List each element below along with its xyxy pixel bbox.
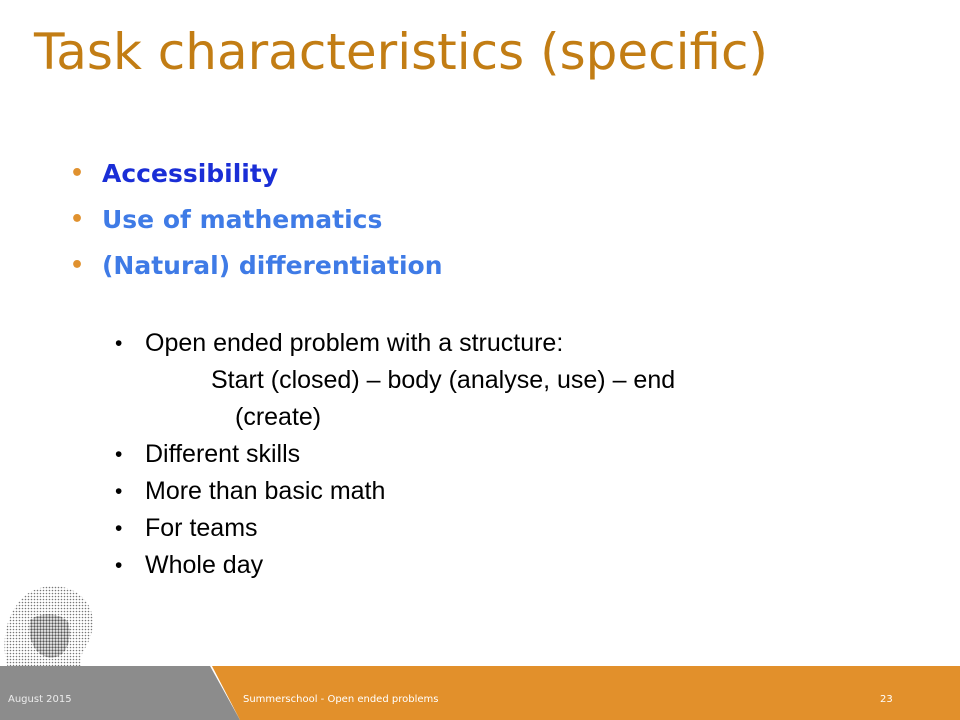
bullet-icon: • bbox=[70, 207, 85, 232]
sub-bullet-text: Open ended problem with a structure: bbox=[145, 329, 564, 357]
bullet-icon: • bbox=[115, 554, 123, 577]
bullet-icon: • bbox=[115, 480, 123, 503]
bullet-icon: • bbox=[70, 253, 85, 278]
footer-date: August 2015 bbox=[8, 694, 72, 705]
sub-bullet-text: For teams bbox=[145, 514, 258, 542]
bullet-icon: • bbox=[70, 161, 85, 186]
slide-title: Task characteristics (specific) bbox=[34, 23, 769, 81]
main-bullet-item bbox=[70, 155, 443, 201]
sub-bullet-item bbox=[113, 436, 675, 473]
sub-bullet-text: Whole day bbox=[145, 551, 264, 579]
sub-bullet-text: Different skills bbox=[145, 440, 301, 468]
main-bullet-item bbox=[70, 201, 443, 247]
bullet-icon: • bbox=[115, 332, 123, 355]
main-bullet-label: (Natural) differentiation bbox=[102, 251, 443, 280]
main-bullet-item bbox=[70, 247, 443, 293]
bullet-icon: • bbox=[115, 443, 123, 466]
bullet-icon: • bbox=[115, 517, 123, 540]
sub-bullet-item bbox=[113, 547, 675, 584]
sub-bullet-list bbox=[113, 325, 675, 584]
sub-bullet-item bbox=[113, 473, 675, 510]
page-number: 23 bbox=[880, 694, 893, 705]
main-bullet-label: Use of mathematics bbox=[102, 205, 383, 234]
sub-bullet-text: Start (closed) – body (analyse, use) – end bbox=[211, 366, 676, 394]
footer-title: Summerschool - Open ended problems bbox=[243, 694, 439, 705]
main-bullet-label: Accessibility bbox=[102, 159, 279, 188]
sub-bullet-item bbox=[113, 325, 675, 436]
footer-grey-band bbox=[0, 666, 240, 720]
sub-bullet-text: (create) bbox=[235, 403, 322, 431]
sub-bullet-text: More than basic math bbox=[145, 477, 386, 505]
footer-orange-band bbox=[212, 666, 960, 720]
sub-bullet-item bbox=[113, 510, 675, 547]
main-bullet-list bbox=[70, 155, 443, 293]
